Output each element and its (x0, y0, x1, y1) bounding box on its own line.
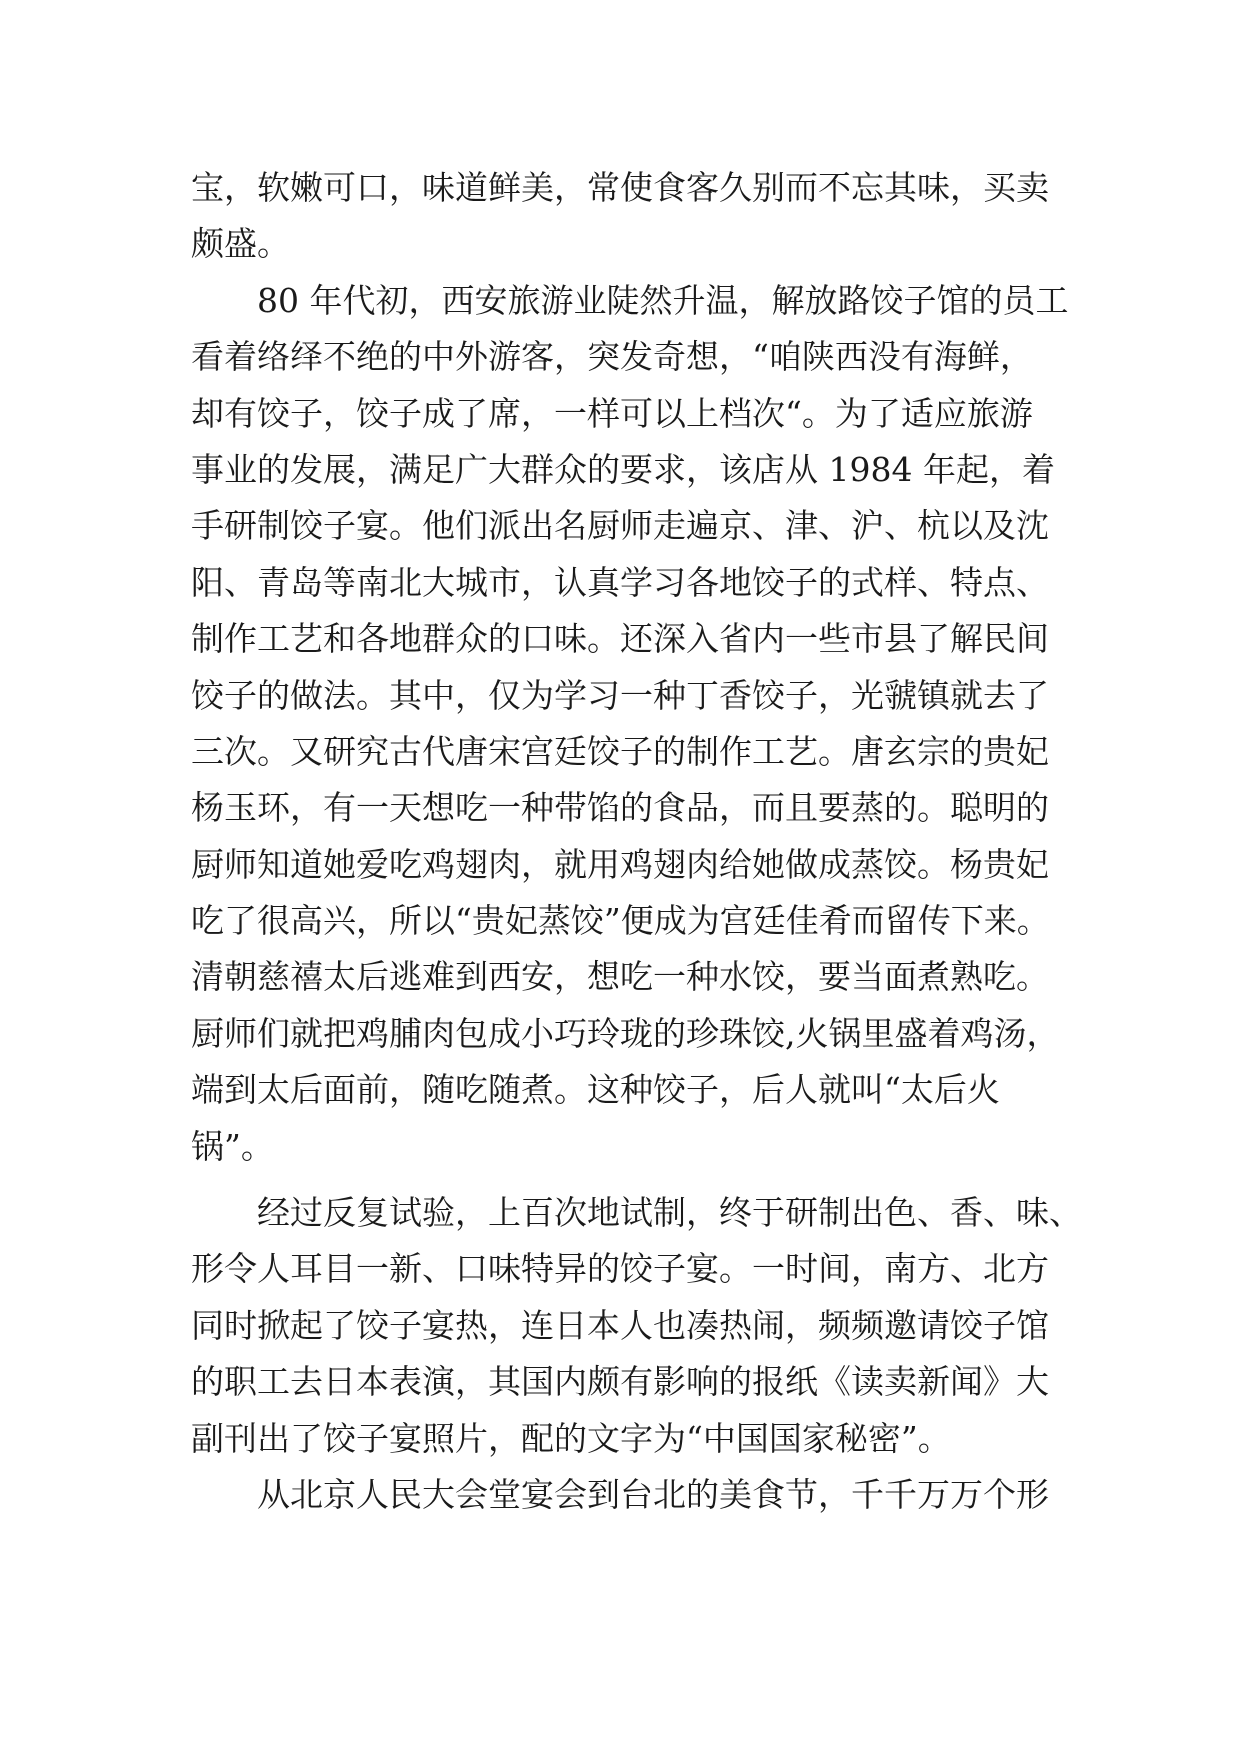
text-line: 宝，软嫩可口，味道鲜美，常使食客久别而不忘其味，买卖 (191, 168, 1049, 207)
text-line: 副刊出了饺子宴照片，配的文字为“中国国家秘密”。 (191, 1418, 951, 1458)
text-line: 吃了很高兴，所以“贵妃蒸饺”便成为宫廷佳肴而留传下来。 (191, 901, 1050, 941)
text-line: 80 年代初，西安旅游业陡然升温，解放路饺子馆的员工 (191, 280, 1069, 320)
text-line: 颇盛。 (191, 224, 290, 264)
text-line: 厨师们就把鸡脯肉包成小巧玲珑的珍珠饺,火锅里盛着鸡汤， (191, 1013, 1060, 1053)
text-line: 三次。又研究古代唐宋宫廷饺子的制作工艺。唐玄宗的贵妃 (191, 731, 1049, 771)
text-line: 却有饺子，饺子成了席，一样可以上档次“。为了适应旅游 (191, 393, 1033, 433)
text-line: 的职工去日本表演，其国内颇有影响的报纸《读卖新闻》大 (191, 1362, 1049, 1402)
text-line: 锅”。 (191, 1126, 274, 1166)
text-line: 经过反复试验，上百次地试制，终于研制出色、香、味、 (191, 1193, 1082, 1233)
text-line: 饺子的做法。其中，仅为学习一种丁香饺子，光虢镇就去了 (191, 675, 1049, 715)
paragraph-gap (191, 1175, 1071, 1185)
text-line: 从北京人民大会堂宴会到台北的美食节，千千万万个形 (191, 1474, 1049, 1514)
text-line: 制作工艺和各地群众的口味。还深入省内一些市县了解民间 (191, 619, 1049, 659)
text-line: 端到太后面前，随吃随煮。这种饺子，后人就叫“太后火 (191, 1070, 1000, 1110)
text-line: 杨玉环，有一天想吃一种带馅的食品，而且要蒸的。聪明的 (191, 788, 1049, 828)
text-line: 同时掀起了饺子宴热，连日本人也凑热闹，频频邀请饺子馆 (191, 1305, 1049, 1345)
body-text (191, 160, 1082, 1523)
text-line: 形令人耳目一新、口味特异的饺子宴。一时间，南方、北方 (191, 1249, 1049, 1289)
text-line: 清朝慈禧太后逃难到西安，想吃一种水饺，要当面煮熟吃。 (191, 957, 1049, 997)
text-line: 阳、青岛等南北大城市，认真学习各地饺子的式样、特点、 (191, 562, 1049, 602)
text-line: 手研制饺子宴。他们派出名厨师走遍京、津、沪、杭以及沈 (191, 506, 1049, 546)
text-line: 看着络绎不绝的中外游客，突发奇想，“咱陕西没有海鲜， (191, 337, 1033, 377)
text-line: 事业的发展，满足广大群众的要求，该店从 1984 年起，着 (191, 449, 1055, 489)
text-line: 厨师知道她爱吃鸡翅肉，就用鸡翅肉给她做成蒸饺。杨贵妃 (191, 844, 1049, 884)
